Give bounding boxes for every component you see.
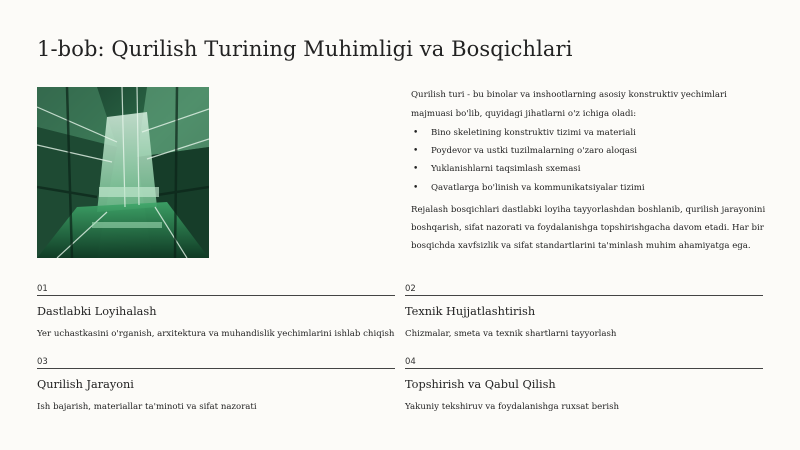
list-item-text: Poydevor va ustki tuzilmalarning o'zaro aloqasi	[431, 146, 638, 157]
step-description: Yer uchastkasini o'rganish, arxitektura va muhandislik yechimlarini ishlab chiqish	[37, 329, 395, 339]
construction-aspects-list	[411, 124, 763, 197]
step-description: Ish bajarish, materiallar ta'minoti va sifat nazorati	[37, 402, 257, 412]
step-title: Topshirish va Qabul Qilish	[405, 378, 556, 391]
list-item	[411, 179, 763, 197]
bullet-icon: •	[413, 182, 419, 193]
list-item	[411, 142, 763, 160]
step-title: Qurilish Jarayoni	[37, 378, 134, 391]
list-item	[411, 160, 763, 178]
step-title: Dastlabki Loyihalash	[37, 305, 157, 318]
step-card-01	[37, 284, 395, 339]
list-item	[411, 124, 763, 142]
step-card-03	[37, 357, 395, 412]
list-item-text: Qavatlarga bo'linish va kommunikatsiyalar tizimi	[431, 182, 645, 193]
bullet-icon: •	[413, 146, 419, 157]
step-card-04	[405, 357, 763, 412]
step-title: Texnik Hujjatlashtirish	[405, 305, 536, 318]
green-building-structure-photo	[37, 87, 209, 258]
step-number: 03	[37, 357, 48, 367]
step-divider	[405, 368, 763, 369]
intro-paragraph: Qurilish turi - bu binolar va inshootlarning asosiy konstruktiv yechimlari majmuasi bo'lib, quyidagi jihatlarni o'z ichiga oladi:	[411, 90, 727, 119]
step-divider	[37, 368, 395, 369]
step-number: 01	[37, 284, 48, 294]
building-structure-image	[37, 87, 209, 258]
planning-paragraph: Rejalash bosqichlari dastlabki loyiha tayyorlashdan boshlanib, qurilish jarayonini boshqarish, sifat nazorati va foydalanishga topshirishgacha davom etadi. Har bir bosqichda xavfsizlik va sifat standartlarini ta'minlash muhim ahamiyatga ega.	[411, 205, 766, 251]
step-number: 04	[405, 357, 416, 367]
bullet-icon: •	[413, 128, 419, 138]
bullet-icon: •	[413, 164, 419, 175]
step-divider	[37, 295, 395, 296]
list-item-text: Bino skeletining konstruktiv tizimi va materiali	[431, 128, 636, 138]
list-item-text: Yuklanishlarni taqsimlash sxemasi	[431, 164, 581, 175]
step-description: Yakuniy tekshiruv va foydalanishga ruxsat berish	[405, 402, 620, 412]
step-divider	[405, 295, 763, 296]
step-description: Chizmalar, smeta va texnik shartlarni tayyorlash	[405, 329, 617, 339]
slide-title: 1-bob: Qurilish Turining Muhimligi va Bosqichlari	[37, 37, 573, 61]
step-number: 02	[405, 284, 416, 294]
step-card-02	[405, 284, 763, 339]
